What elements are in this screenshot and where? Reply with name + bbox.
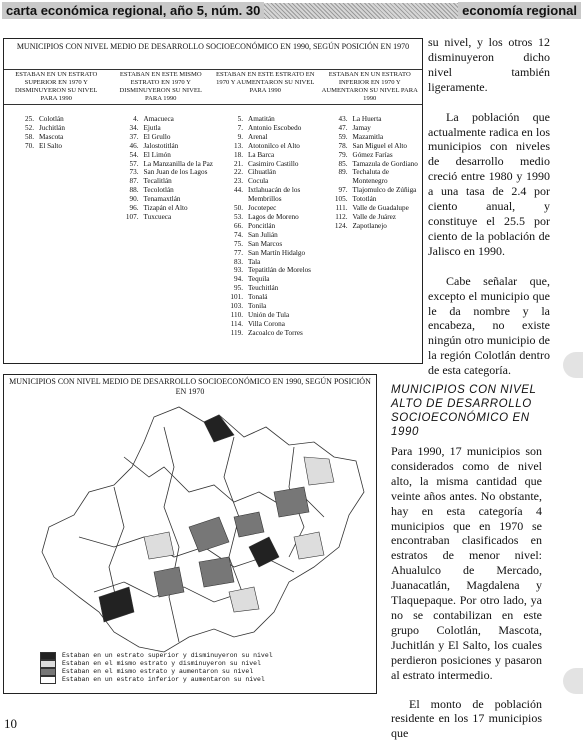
municipio-name: Valle de Guadalupe [353,204,423,213]
row-number: 75. [219,240,248,249]
row-number: 95. [219,284,248,293]
legend-swatch [40,652,56,660]
table-row [115,186,214,195]
municipio-name: La Huerta [353,115,423,124]
table-row [219,293,318,302]
section-heading: MUNICIPIOS CON NIVEL ALTO DE DESARROLLO SOCIOECONÓMICO EN 1990 [391,383,546,439]
table-row [219,222,318,231]
row-number: 70. [10,142,39,151]
municipio-name: San Juan de los Lagos [144,168,214,177]
municipios-table [3,38,423,364]
row-number: 43. [324,115,353,124]
table-row [324,151,423,160]
municipio-name: Poncitlán [248,222,318,231]
row-number: 50. [219,204,248,213]
legend-item: Estaban en un estrato superior y disminuyeron su nivel [40,652,273,660]
region-light [294,532,324,559]
municipio-name: El Limón [144,151,214,160]
table-row [115,204,214,213]
municipio-name: Arenal [248,133,318,142]
row-number: 79. [324,151,353,160]
jalisco-map-figure [3,374,377,694]
municipio-name: Cocula [248,177,318,186]
running-header [2,3,581,19]
row-number: 89. [324,168,353,186]
municipio-name: Unión de Tula [248,311,318,320]
municipio-name: Tenamaxtlán [144,195,214,204]
text-column-top [428,35,550,378]
municipio-name: Tamazula de Gordiano [353,160,423,169]
paragraph: Para 1990, 17 municipios son considerados como de nivel alto, la misma cantidad que veinte años antes. No obstante, hay en esta categoría 4 municipios que en 1970 se encontraban clasificados en estratos de menor nivel: Ahualulco de Mercado, Juanacatlán, Magdalena y Tlaquepaque. Por otro lado, ya no se contabilizan en este grupo Colotlán, Mascota, Juchitlán y El Salto, los cuales perdieron posiciones y pasaron al estrato intermedio. [391,444,542,683]
row-number: 52. [10,124,39,133]
municipio-name: Amacueca [144,115,214,124]
region-grey [154,567,184,597]
table-row [115,177,214,186]
table-row [115,168,214,177]
table-row [324,222,423,231]
municipio-name: Mazamitla [353,133,423,142]
paragraph: El monto de población residente en los 17 municipios que [391,697,542,741]
municipio-name: El Grullo [144,133,214,142]
municipio-name: Teuchitlán [248,284,318,293]
table-row [219,329,318,338]
table-row [324,213,423,222]
municipio-name: Tequila [248,275,318,284]
municipio-name: San Martín Hidalgo [248,249,318,258]
municipio-name: Tecalitlán [144,177,214,186]
region-light [144,532,174,559]
municipio-name: Jalostotitlán [144,142,214,151]
legend-item: Estaban en el mismo estrato y aumentaron su nivel [40,668,273,676]
row-number: 44. [219,186,248,204]
municipio-name: Lagos de Moreno [248,213,318,222]
table-column-1 [4,115,109,338]
table-row [324,115,423,124]
paragraph: Cabe señalar que, excepto el municipio que le da nombre y la encabeza, no existe ningún otro municipio de la región Colotlán dentro de esta categoría. [428,274,550,378]
row-number: 105. [324,195,353,204]
map-legend [40,652,273,684]
municipio-name: Jamay [353,124,423,133]
table-row [115,151,214,160]
region-grey [274,487,309,517]
table-header [4,69,422,105]
municipio-name: La Barca [248,151,318,160]
municipio-name: Tepatitlán de Morelos [248,266,318,275]
row-number: 54. [115,151,144,160]
table-row [115,195,214,204]
table-column-2 [109,115,214,338]
municipio-name: Techaluta de Montenegro [353,168,423,186]
table-row [219,213,318,222]
table-row [324,133,423,142]
table-row [219,231,318,240]
row-number: 77. [219,249,248,258]
table-row [219,124,318,133]
municipio-name: Tonalá [248,293,318,302]
table-row [10,124,109,133]
municipio-name: Juchitlán [39,124,109,133]
table-row [115,133,214,142]
municipio-name: Casimiro Castillo [248,160,318,169]
row-number: 111. [324,204,353,213]
table-row [115,124,214,133]
col-header-1: ESTABAN EN UN ESTRATO SUPERIOR EN 1970 Y DISMINUYERON SU NIVEL PARA 1990 [4,69,109,105]
municipio-name: La Manzanilla de la Paz [144,160,214,169]
row-number: 93. [219,266,248,275]
row-number: 119. [219,329,248,338]
legend-item: Estaban en un estrato inferior y aumentaron su nivel [40,676,273,684]
row-number: 47. [324,124,353,133]
municipio-name: San Marcos [248,240,318,249]
table-row [219,311,318,320]
row-number: 58. [10,133,39,142]
map-title: MUNICIPIOS CON NIVEL MEDIO DE DESARROLLO SOCIOECONÓMICO EN 1990, SEGÚN POSICIÓN EN 1970 [4,377,376,397]
row-number: 74. [219,231,248,240]
table-row [219,240,318,249]
paragraph: La población que actualmente radica en los municipios con niveles de desarrollo medio creció entre 1980 y 1990 a una tasa de 2.4 por ciento anual, y constituye el 25.5 por ciento de la población de Jalisco en 1990. [428,110,550,259]
table-column-4 [318,115,423,338]
text-column-bottom [391,444,542,741]
table-row [219,142,318,151]
table-row [115,213,214,222]
row-number: 7. [219,124,248,133]
municipio-name: Amatitán [248,115,318,124]
municipio-name: El Salto [39,142,109,151]
table-row [219,302,318,311]
row-number: 110. [219,311,248,320]
table-row [219,275,318,284]
row-number: 66. [219,222,248,231]
page-number: 10 [4,716,17,732]
municipio-name: Tuxcueca [144,213,214,222]
row-number: 23. [219,177,248,186]
table-row [219,168,318,177]
municipio-name: San Julián [248,231,318,240]
jalisco-map [4,397,374,659]
legend-item: Estaban en el mismo estrato y disminuyeron su nivel [40,660,273,668]
municipio-name: Ejutla [144,124,214,133]
row-number: 112. [324,213,353,222]
table-row [324,186,423,195]
row-number: 37. [115,133,144,142]
municipio-name: Antonio Escobedo [248,124,318,133]
legend-swatch [40,660,56,668]
municipio-name: Ixtlahuacán de los Membrillos [248,186,318,204]
row-number: 59. [324,133,353,142]
table-column-3 [213,115,318,338]
row-number: 34. [115,124,144,133]
table-row [115,115,214,124]
municipio-name: Tizapán el Alto [144,204,214,213]
municipio-name: Zacoalco de Torres [248,329,318,338]
municipio-name: Gómez Farías [353,151,423,160]
table-row [219,284,318,293]
table-row [115,160,214,169]
row-number: 96. [115,204,144,213]
table-row [219,115,318,124]
row-number: 124. [324,222,353,231]
municipio-name: Villa Corona [248,320,318,329]
municipio-name: Mascota [39,133,109,142]
table-row [219,266,318,275]
row-number: 103. [219,302,248,311]
municipio-name: Zapotlanejo [353,222,423,231]
row-number: 101. [219,293,248,302]
municipio-name: Jocotepec [248,204,318,213]
row-number: 46. [115,142,144,151]
municipio-name: Tala [248,258,318,267]
row-number: 5. [219,115,248,124]
row-number: 83. [219,258,248,267]
header-right: economía regional [458,2,581,19]
row-number: 18. [219,151,248,160]
municipio-name: Tecolotlán [144,186,214,195]
table-row [219,186,318,204]
row-number: 107. [115,213,144,222]
legend-swatch [40,676,56,684]
table-row [219,177,318,186]
row-number: 53. [219,213,248,222]
municipio-name: Valle de Juárez [353,213,423,222]
table-row [219,258,318,267]
col-header-4: ESTABAN EN UN ESTRATO INFERIOR EN 1970 Y AUMENTARON SU NIVEL PARA 1990 [318,69,423,105]
municipio-name: Atotonilco el Alto [248,142,318,151]
table-title: MUNICIPIOS CON NIVEL MEDIO DE DESARROLLO SOCIOECONÓMICO EN 1990, SEGÚN POSICIÓN EN 1970 [4,42,422,52]
row-number: 9. [219,133,248,142]
row-number: 114. [219,320,248,329]
municipio-name: Tonila [248,302,318,311]
row-number: 85. [324,160,353,169]
col-header-3: ESTABAN EN ESTE ESTRATO EN 1970 Y AUMENTARON SU NIVEL PARA 1990 [213,69,318,105]
municipio-name: Colotlán [39,115,109,124]
row-number: 78. [324,142,353,151]
table-row [324,160,423,169]
table-row [10,142,109,151]
col-header-2: ESTABAN EN ESTE MISMO ESTRATO EN 1970 Y DISMINUYERON SU NIVEL PARA 1990 [109,69,214,105]
row-number: 97. [324,186,353,195]
paragraph: su nivel, y los otros 12 disminuyeron dicho nivel también ligeramente. [428,35,550,95]
row-number: 22. [219,168,248,177]
legend-swatch [40,668,56,676]
row-number: 90. [115,195,144,204]
row-number: 25. [10,115,39,124]
table-row [219,204,318,213]
table-body [4,115,422,338]
table-row [219,249,318,258]
municipio-name: San Miguel el Alto [353,142,423,151]
table-row [219,151,318,160]
table-row [324,168,423,186]
table-row [324,204,423,213]
row-number: 13. [219,142,248,151]
row-number: 21. [219,160,248,169]
municipio-name: Tototlán [353,195,423,204]
table-row [324,195,423,204]
table-row [10,115,109,124]
header-left: carta económica regional, año 5, núm. 30 [2,2,264,19]
table-row [115,142,214,151]
margin-tab-mark [563,668,583,694]
table-row [10,133,109,142]
row-number: 94. [219,275,248,284]
row-number: 87. [115,177,144,186]
table-row [324,124,423,133]
row-number: 88. [115,186,144,195]
table-row [219,320,318,329]
region-grey [199,557,234,587]
table-row [219,160,318,169]
region-light [304,457,334,485]
municipio-name: Cihuatlán [248,168,318,177]
municipio-name: Tlajomulco de Zúñiga [353,186,423,195]
row-number: 4. [115,115,144,124]
table-row [324,142,423,151]
row-number: 57. [115,160,144,169]
margin-tab-mark [563,352,583,378]
table-row [219,133,318,142]
row-number: 73. [115,168,144,177]
